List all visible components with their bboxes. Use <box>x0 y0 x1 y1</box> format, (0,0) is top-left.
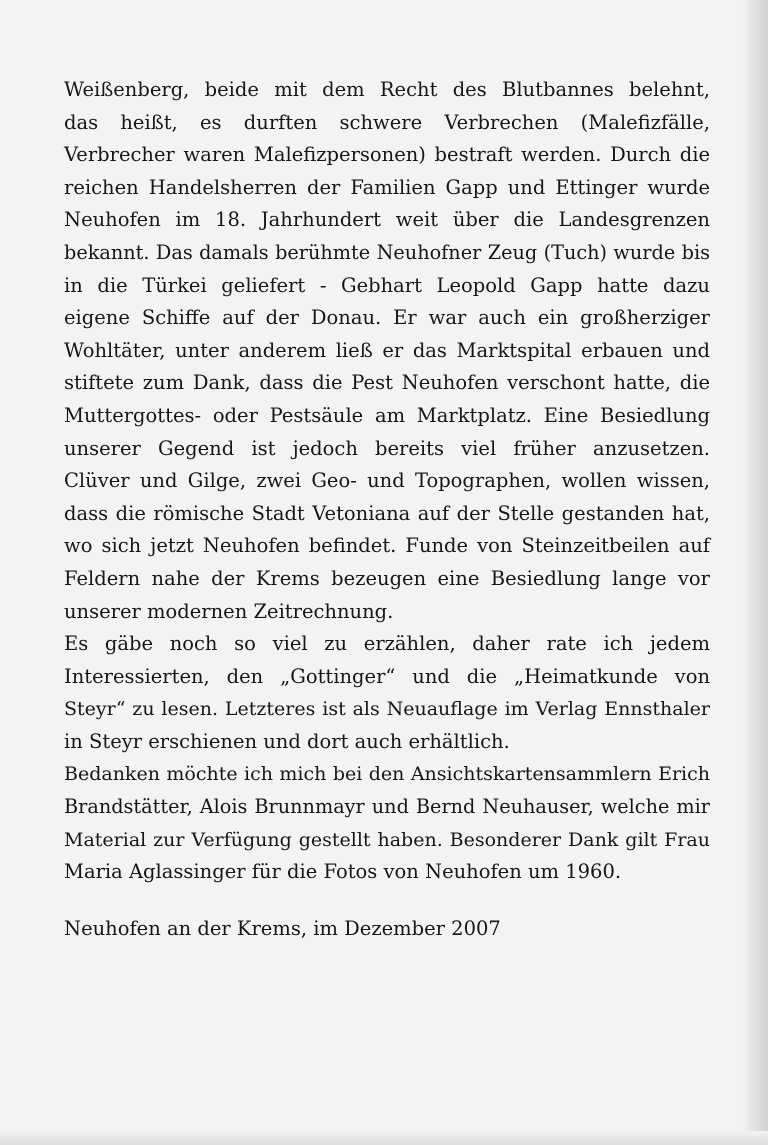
text-line: in die Türkei geliefert - Gebhart Leopold Gapp hatte dazu <box>64 273 710 297</box>
page-bottom-shadow <box>0 1131 768 1145</box>
text-line: das heißt, es durften schwere Verbrechen (Malefizfälle, <box>64 110 710 134</box>
text-line: Interessierten, den „Gottinger“ und die „Heimatkunde von <box>64 664 710 688</box>
text-line: unserer modernen Zeitrechnung. <box>64 599 394 623</box>
text-line: eigene Schiffe auf der Donau. Er war auch ein großherziger <box>64 306 710 330</box>
text-line: Wohltäter, unter anderem ließ er das Marktspital erbauen und <box>64 338 710 362</box>
text-line: Muttergottes- oder Pestsäule am Marktplatz. Eine Besiedlung <box>64 403 710 427</box>
text-line: Weißenberg, beide mit dem Recht des Blutbannes belehnt, <box>64 78 710 101</box>
text-line: Verbrecher waren Malefizpersonen) bestraft werden. Durch die <box>64 143 710 167</box>
text-line: Steyr“ zu lesen. Letzteres ist als Neuauflage im Verlag Ennsthaler <box>64 698 710 721</box>
text-line: dass die römische Stadt Vetoniana auf der Stelle gestanden hat, <box>64 501 710 525</box>
text-line: Neuhofen im 18. Jahrhundert weit über die Landesgrenzen <box>64 208 710 232</box>
text-line: Feldern nahe der Krems bezeugen eine Besiedlung lange vor <box>64 566 710 590</box>
text-line: bekannt. Das damals berühmte Neuhofner Zeug (Tuch) wurde bis <box>64 240 710 264</box>
text-line: stiftete zum Dank, dass die Pest Neuhofen verschont hatte, die <box>64 371 710 395</box>
text-line: Clüver und Gilge, zwei Geo- und Topographen, wollen wissen, <box>64 469 710 493</box>
text-line: reichen Handelsherren der Familien Gapp und Ettinger wurde <box>64 175 710 199</box>
text-line: Bedanken möchte ich mich bei den Ansichtskartensammlern Erich <box>64 763 710 786</box>
text-line: Material zur Verfügung gestellt haben. Besonderer Dank gilt Frau <box>64 828 710 851</box>
text-line: wo sich jetzt Neuhofen befindet. Funde von Steinzeitbeilen auf <box>64 534 710 558</box>
text-line: Brandstätter, Alois Brunnmayr und Bernd Neuhauser, welche mir <box>64 795 710 819</box>
closing-line: Neuhofen an der Krems, im Dezember 2007 <box>64 916 501 940</box>
paragraph-gap <box>64 889 710 913</box>
text-line: unserer Gegend ist jedoch bereits viel früher anzusetzen. <box>64 436 710 460</box>
body-text <box>64 74 710 945</box>
text-line: in Steyr erschienen und dort auch erhältlich. <box>64 729 510 753</box>
text-line: Maria Aglassinger für die Fotos von Neuhofen um 1960. <box>64 860 622 884</box>
text-line: Es gäbe noch so viel zu erzählen, daher rate ich jedem <box>64 632 710 656</box>
page-edge-shadow <box>742 0 768 1145</box>
